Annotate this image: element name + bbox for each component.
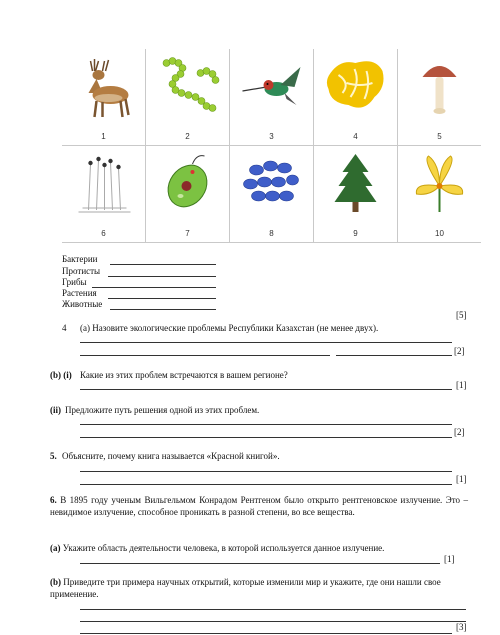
grid-cell-8 <box>230 146 314 243</box>
cell-number: 3 <box>269 132 274 141</box>
grid-cell-1 <box>62 49 146 146</box>
cell-number: 6 <box>101 229 106 238</box>
cell-number: 7 <box>185 229 190 238</box>
score-mark: [5] <box>456 310 467 320</box>
score-mark: [3] <box>456 622 467 632</box>
cell-number: 1 <box>101 132 106 141</box>
answer-line[interactable] <box>108 276 216 277</box>
grid-cell-4 <box>314 49 398 146</box>
q4bi-label: (b) (i) <box>50 370 72 380</box>
answer-line[interactable] <box>80 563 440 564</box>
grid-cell-7 <box>146 146 230 243</box>
answer-line[interactable] <box>336 355 452 356</box>
answer-line[interactable] <box>80 342 452 343</box>
answer-line[interactable] <box>80 389 452 390</box>
answer-line[interactable] <box>110 309 216 310</box>
answer-line[interactable] <box>92 287 216 288</box>
answer-line[interactable] <box>80 609 466 610</box>
answer-line[interactable] <box>80 633 452 634</box>
grid-cell-2 <box>146 49 230 146</box>
q4-number: 4 <box>62 323 67 333</box>
score-mark: [2] <box>454 427 465 437</box>
cell-number: 9 <box>353 229 358 238</box>
classify-animals: Животные <box>62 299 103 309</box>
grid-cell-6 <box>62 146 146 243</box>
cell-number: 10 <box>435 229 444 238</box>
flower-icon <box>404 150 475 218</box>
q6-paragraph: 6. В 1895 году ученым Вильгельмом Конрадом Рентгеном было открыто рентгеновское излучение. Это – невидимое излучение, способное проникать в разной степени, во все вещества. <box>50 495 468 517</box>
mold-fungus-icon <box>68 150 139 218</box>
cell-number: 2 <box>185 132 190 141</box>
q4bii-text: Предложите путь решения одной из этих проблем. <box>65 405 260 415</box>
mushroom-icon <box>404 53 475 121</box>
grid-cell-5 <box>398 49 482 146</box>
classify-protists: Протисты <box>62 266 101 276</box>
answer-line[interactable] <box>110 264 216 265</box>
answer-line[interactable] <box>80 355 330 356</box>
organism-image-grid <box>62 49 481 243</box>
bacteria-cluster-icon <box>236 150 307 218</box>
classify-plants: Растения <box>62 288 97 298</box>
cell-number: 4 <box>353 132 358 141</box>
deer-icon <box>68 53 139 121</box>
cell-number: 5 <box>437 132 442 141</box>
score-mark: [1] <box>444 554 455 564</box>
q5-text: Объясните, почему книга называется «Красной книгой». <box>62 451 280 461</box>
euglena-icon <box>152 150 223 218</box>
fir-tree-icon <box>320 150 391 218</box>
grid-cell-3 <box>230 49 314 146</box>
cell-number: 8 <box>269 229 274 238</box>
q4a-text: (a) Назовите экологические проблемы Республики Казахстан (не менее двух). <box>80 323 379 333</box>
grid-cell-9 <box>314 146 398 243</box>
score-mark: [1] <box>456 380 467 390</box>
grid-cell-10 <box>398 146 482 243</box>
answer-line[interactable] <box>108 298 216 299</box>
score-mark: [2] <box>454 346 465 356</box>
hummingbird-icon <box>236 53 307 121</box>
q4bi-text: Какие из этих проблем встречаются в вашем регионе? <box>80 370 288 380</box>
answer-line[interactable] <box>80 424 452 425</box>
q6a-text: (a) Укажите область деятельности человека, в которой используется данное излучение. <box>50 543 385 553</box>
answer-line[interactable] <box>80 484 452 485</box>
q4bii-label: (ii) <box>50 405 61 415</box>
classify-bacteria: Бактерии <box>62 254 98 264</box>
answer-line[interactable] <box>80 471 452 472</box>
q5-label: 5. <box>50 451 57 461</box>
bacteria-chain-icon <box>152 53 223 121</box>
q6b-text: (b) Приведите три примера научных открытий, которые изменили мир и укажите, где они нашли свое применение. <box>50 577 441 599</box>
answer-line[interactable] <box>80 437 452 438</box>
classify-fungi: Грибы <box>62 277 87 287</box>
score-mark: [1] <box>456 474 467 484</box>
answer-line[interactable] <box>80 621 466 622</box>
slime-mold-icon <box>320 53 391 121</box>
